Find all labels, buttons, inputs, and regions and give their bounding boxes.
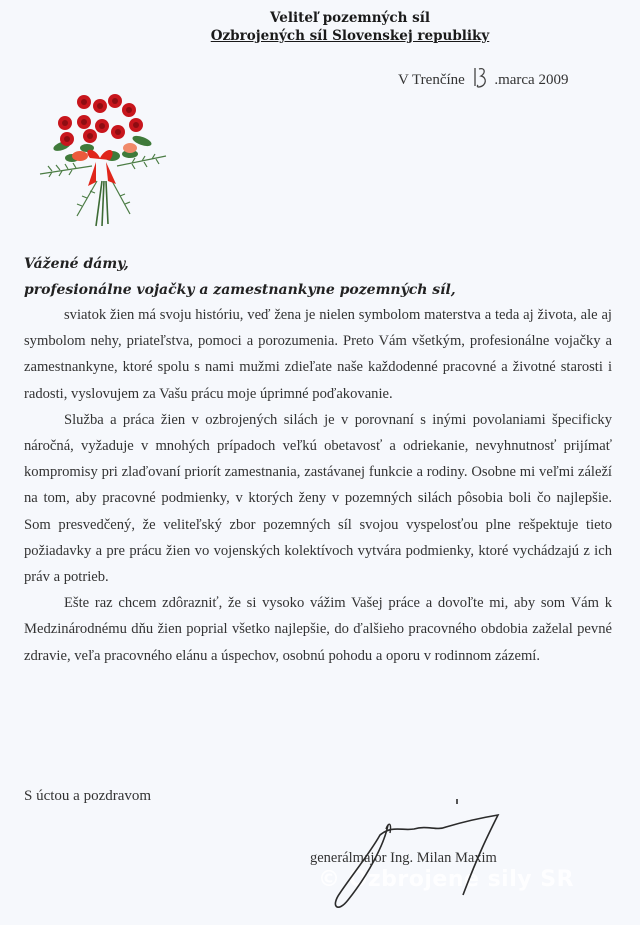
handwritten-signature-icon: [318, 795, 508, 915]
letter-header: [180, 9, 520, 45]
letter-date: [398, 66, 568, 90]
closing: S úctou a pozdravom: [24, 788, 152, 804]
paragraph-1: sviatok žien má svoju históriu, veď žena je nielen symbolom materstva a teda aj života, ale aj symbolom nehy, priateľstva, pomoci a porozumenia. Preto Vám všetkým, profesionálne vojačky a zamestnankyne, ktoré spolu s nami mužmi zdieľate naše každodenné pracovné a životné starosti i radosti, vyslovujem za Vašu prácu moje úprimné poďakovanie.: [24, 307, 612, 402]
header-line-2: Ozbrojených síl Slovenskej republiky: [210, 28, 490, 44]
date-prefix: V Trenčíne: [398, 72, 465, 88]
paragraph-3: Ešte raz chcem zdôrazniť, že si vysoko vážim Vašej práce a dovoľte mi, aby som Vám k Medzinárodnému dňu žien poprial všetko najlepšie, do ďalšieho pracovného obdobia zaželal pevné zdravie, veľa pracovného elánu a úspechov, osobnú pohodu a oporu v rodinnom zázemí.: [24, 595, 612, 664]
date-suffix: .marca 2009: [494, 72, 569, 88]
salutation-line-1: Vážené dámy,: [24, 256, 129, 272]
paragraph-2: Služba a práca žien v ozbrojených silách je v porovnaní s inými povolaniami špecificky náročná, vyžaduje v mnohých prípadoch veľkú obetavosť a odriekanie, nevyhnutnosť prijímať kompromisy pri zlaďovaní priorít zamestnania, zastávanej funkcie a rodiny. Osobne mi veľmi záleží na tom, aby pracovné podmienky, v ktorých ženy v pozemných silách pôsobia boli čo najlepšie. Som presvedčený, že veliteľský zbor pozemných síl svojou vyspelosťou plne rešpektuje tieto požiadavky a pre prácu žien vo vojenských kolektívoch vytvára podmienky, ktoré vychádzajú z ich práv a potrieb.: [24, 411, 612, 586]
salutation-line-2: profesionálne vojačky a zamestnankyne pozemných síl,: [24, 282, 456, 298]
signatory-name: generálmajor Ing. Milan Maxim: [310, 850, 497, 866]
copyright-watermark: © Ozbrojené sily SR: [318, 867, 575, 892]
salutation: [24, 251, 456, 303]
header-line-1: Veliteľ pozemných síl: [270, 10, 430, 26]
handwritten-day-icon: [469, 66, 491, 90]
rose-bouquet-icon: [32, 86, 172, 228]
letter-body: [24, 302, 612, 669]
